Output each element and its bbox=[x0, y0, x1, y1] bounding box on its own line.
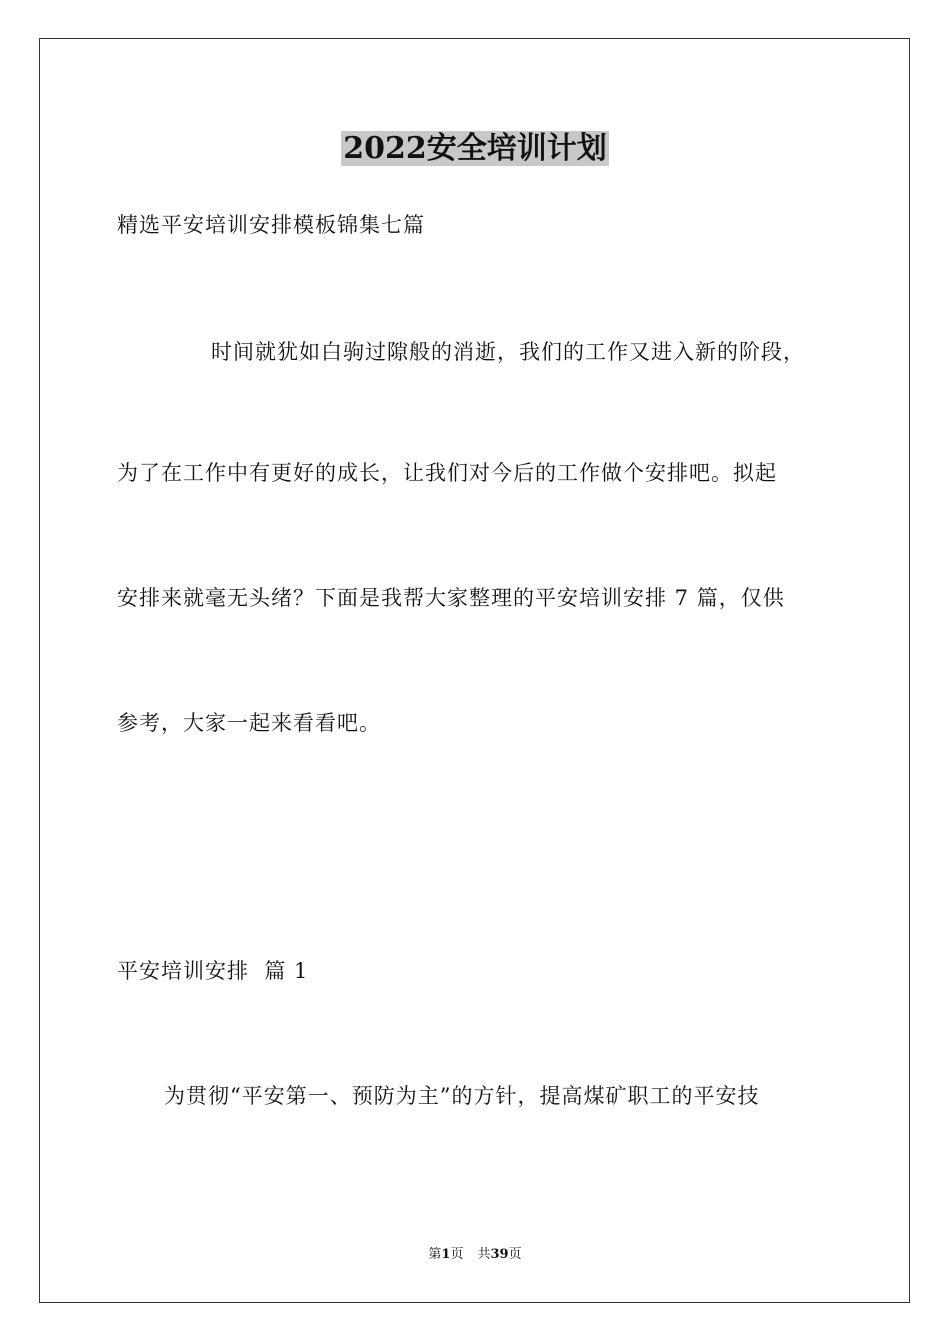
intro-line-4: 参考，大家一起来看看吧。 bbox=[117, 711, 381, 735]
intro-line-3: 安排来就毫无头绪？下面是我帮大家整理的平安培训安排 7 篇，仅供 bbox=[117, 586, 785, 610]
footer-page-number: 1 bbox=[441, 1247, 451, 1262]
footer-total-prefix: 共 bbox=[477, 1247, 491, 1262]
footer-prefix: 第 bbox=[428, 1247, 442, 1262]
footer-total-pages: 39 bbox=[490, 1247, 509, 1262]
footer-page-suffix: 页 bbox=[450, 1247, 464, 1262]
page-footer bbox=[0, 1246, 950, 1264]
section-paragraph-line-1: 为贯彻“平安第一、预防为主”的方针，提高煤矿职工的平安技 bbox=[164, 1084, 760, 1108]
footer-total-suffix: 页 bbox=[508, 1247, 522, 1262]
intro-line-1: 时间就犹如白驹过隙般的消逝，我们的工作又进入新的阶段， bbox=[211, 340, 805, 364]
section-heading: 平安培训安排 篇 1 bbox=[117, 959, 309, 983]
document-title-text: 2022安全培训计划 bbox=[343, 131, 607, 166]
intro-line-2: 为了在工作中有更好的成长，让我们对今后的工作做个安排吧。拟起 bbox=[117, 461, 777, 485]
document-subtitle: 精选平安培训安排模板锦集七篇 bbox=[117, 213, 425, 237]
document-title bbox=[0, 128, 950, 170]
